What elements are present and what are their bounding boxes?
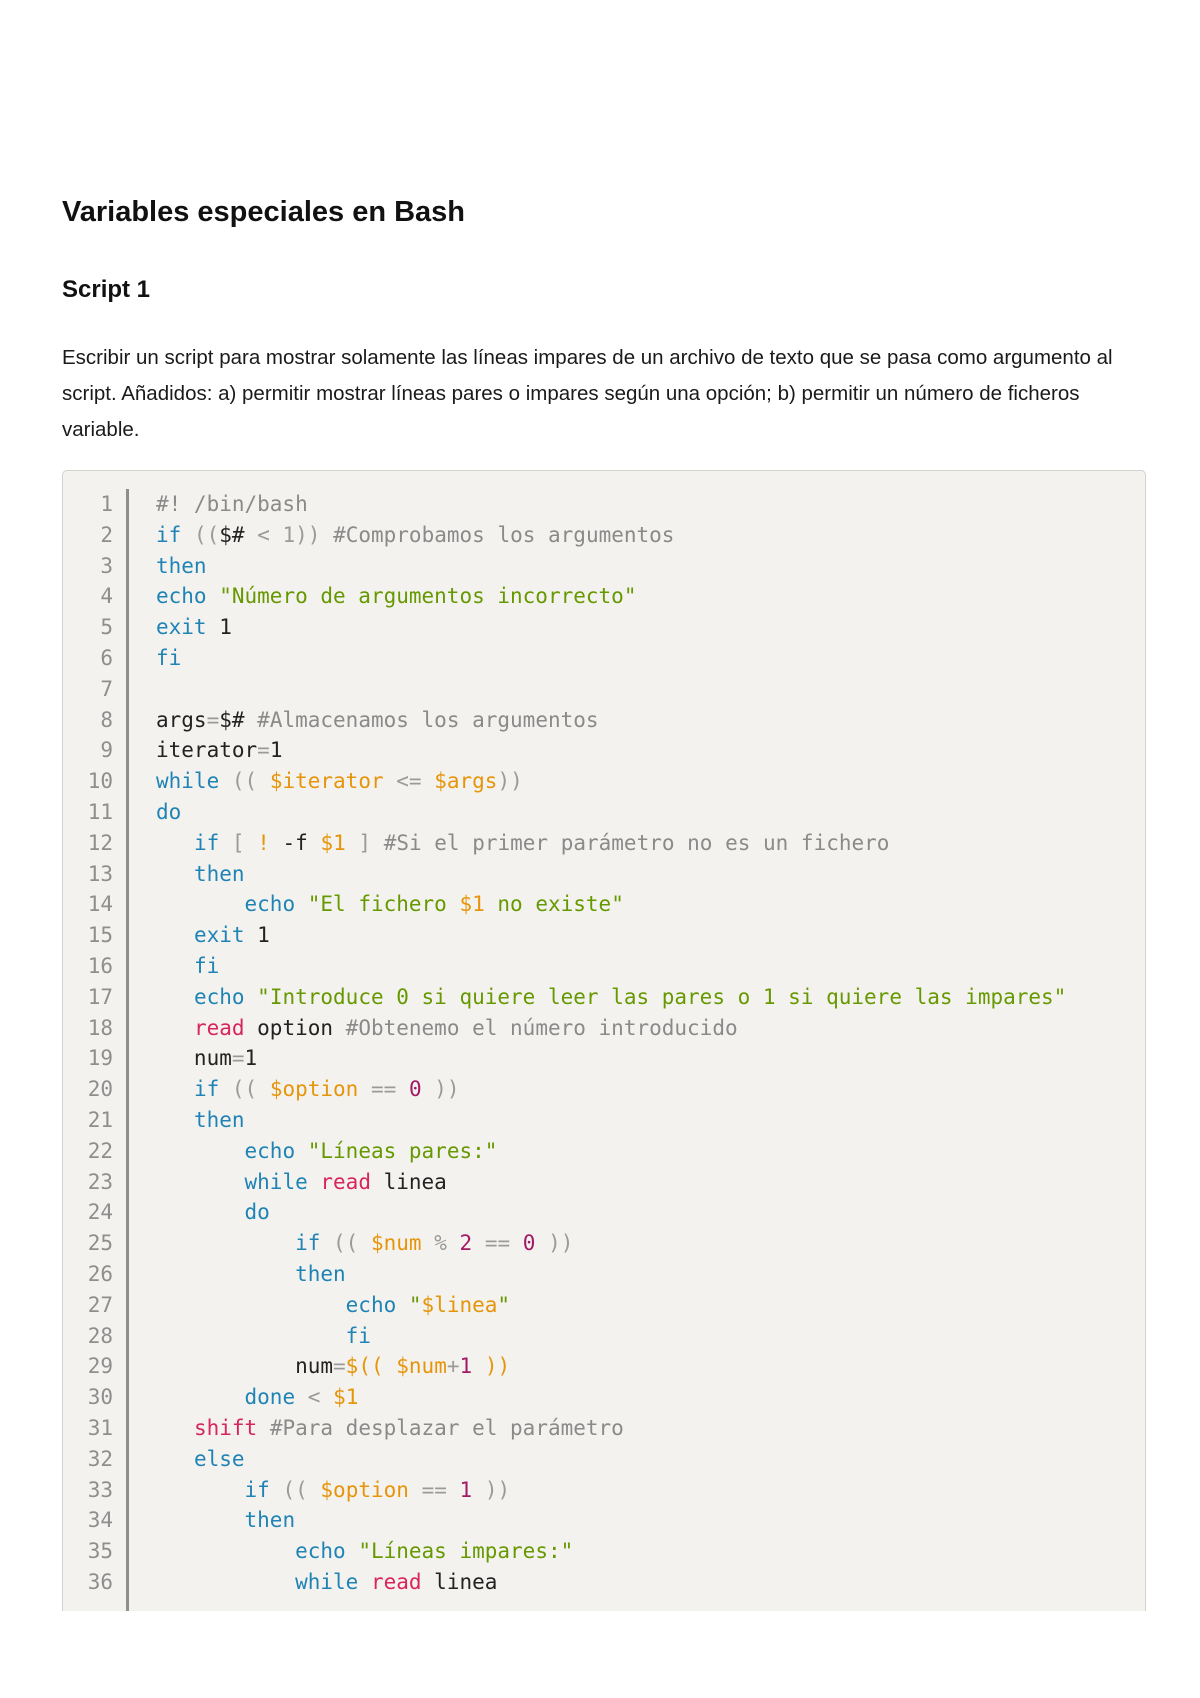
code-line: [63, 1043, 1145, 1074]
code-token: $#: [219, 522, 245, 547]
code-line: [63, 1228, 1145, 1259]
code-line: [63, 1321, 1145, 1352]
line-number: 1: [100, 492, 113, 516]
code-token: 0: [408, 1077, 422, 1102]
code-token: =: [206, 707, 220, 732]
code-line: [63, 828, 1145, 859]
code-token: #! /bin/bash: [156, 492, 308, 516]
code-token: shift: [193, 1415, 258, 1440]
code-token: args: [156, 707, 207, 732]
code-token: [207, 584, 220, 608]
code-token: [156, 1170, 245, 1194]
code-token: [257, 1416, 270, 1440]
code-token: echo: [193, 984, 245, 1009]
code-token: ]: [358, 830, 372, 855]
code-token: [295, 1385, 308, 1409]
code-token: ((: [231, 1077, 270, 1102]
code-token: [245, 985, 258, 1009]
code-line: [63, 551, 1145, 582]
code-token: [422, 1231, 435, 1255]
code-token: =: [257, 738, 270, 763]
code-token: #Comprobamos los argumentos: [333, 522, 675, 547]
code-token: fi: [345, 1323, 371, 1348]
code-token: $#: [219, 707, 258, 732]
line-number: 34: [87, 1508, 113, 1533]
code-token: "El fichero: [307, 892, 460, 917]
code-token: #Para desplazar el parámetro: [269, 1415, 624, 1440]
code-token: "Líneas pares:": [307, 1138, 498, 1163]
code-text: [156, 1505, 295, 1536]
code-text: [156, 735, 282, 766]
code-token: )): [484, 1354, 511, 1379]
line-number: 9: [100, 738, 113, 763]
code-token: [245, 831, 258, 855]
code-token: $1: [333, 1385, 359, 1410]
code-token: num: [156, 1354, 334, 1379]
code-token: -f: [269, 830, 321, 855]
code-line: [63, 797, 1145, 828]
code-token: $1: [320, 830, 346, 855]
code-text: [156, 982, 1066, 1013]
line-number: 27: [87, 1292, 113, 1317]
code-token: no existe": [484, 892, 624, 917]
code-line: [63, 982, 1145, 1013]
code-line: [63, 581, 1145, 612]
code-line: [63, 735, 1145, 766]
code-token: "Número de argumentos incorrecto": [219, 584, 637, 609]
code-line: [63, 1259, 1145, 1290]
code-token: echo: [156, 584, 207, 609]
code-token: ==: [421, 1477, 447, 1502]
code-token: [320, 1231, 333, 1255]
code-token: 1: [459, 1477, 473, 1502]
code-token: [156, 862, 194, 886]
code-token: [156, 1016, 194, 1040]
code-token: read: [370, 1569, 422, 1594]
code-token: fi: [156, 645, 182, 670]
page-title: Variables especiales en Bash: [62, 196, 466, 228]
code-token: <: [307, 1385, 321, 1410]
code-text: [156, 1444, 245, 1475]
code-line: [63, 1444, 1145, 1475]
code-token: )): [497, 769, 523, 794]
code-token: do: [244, 1200, 270, 1225]
code-token: [156, 923, 194, 947]
line-number: 6: [100, 645, 113, 670]
code-token: [358, 1077, 371, 1101]
code-text: [156, 1351, 510, 1382]
code-text: [156, 920, 270, 951]
code-line: [63, 1567, 1145, 1598]
code-text: [156, 1167, 447, 1198]
line-number: 18: [87, 1015, 113, 1040]
code-token: [156, 985, 194, 1009]
line-number: 26: [87, 1261, 113, 1286]
code-token: [320, 523, 333, 547]
code-token: ==: [371, 1077, 397, 1102]
code-line: [63, 1136, 1145, 1167]
line-number: 12: [87, 830, 113, 855]
code-line: [63, 1105, 1145, 1136]
code-text: [156, 520, 674, 551]
code-line: [63, 520, 1145, 551]
code-token: "Introduce 0 si quiere leer las pares o 1 si quiere las impares": [257, 984, 1067, 1009]
code-line: [63, 1013, 1145, 1044]
code-token: [156, 1293, 346, 1317]
line-number: 31: [87, 1415, 113, 1440]
line-number: 30: [87, 1385, 113, 1410]
code-token: ": [408, 1292, 422, 1317]
code-token: [320, 1385, 333, 1409]
code-token: #Almacenamos los argumentos: [257, 707, 599, 732]
code-token: "Líneas impares:": [358, 1539, 574, 1564]
code-token: then: [193, 861, 245, 886]
code-token: [219, 769, 232, 793]
code-token: ((: [282, 1477, 321, 1502]
code-token: [: [231, 830, 245, 855]
code-text: [156, 489, 308, 520]
code-token: 1: [244, 1046, 258, 1071]
line-number: 36: [87, 1569, 113, 1594]
line-number: 21: [87, 1107, 113, 1132]
code-line: [63, 1290, 1145, 1321]
code-line: [63, 951, 1145, 982]
code-text: [156, 1413, 624, 1444]
code-token: ((: [193, 522, 220, 547]
code-token: linea: [421, 1569, 498, 1594]
code-token: [270, 1478, 283, 1502]
code-token: [156, 1108, 194, 1132]
code-text: [156, 581, 636, 612]
line-number: 14: [87, 892, 113, 917]
code-token: while: [244, 1169, 308, 1194]
code-token: [422, 1077, 435, 1101]
code-token: [396, 1293, 409, 1317]
code-token: [156, 1447, 194, 1471]
code-text: [156, 643, 181, 674]
code-token: [156, 954, 194, 978]
code-token: then: [244, 1508, 296, 1533]
code-token: [156, 1385, 245, 1409]
code-text: [156, 1136, 497, 1167]
code-token: echo: [244, 892, 296, 917]
code-token: exit: [193, 923, 245, 948]
code-token: $option: [269, 1077, 359, 1102]
line-number: 4: [100, 584, 113, 609]
code-token: echo: [345, 1292, 397, 1317]
code-line: [63, 1351, 1145, 1382]
line-number: 29: [87, 1354, 113, 1379]
line-number: 10: [87, 769, 113, 794]
code-text: [156, 1536, 573, 1567]
code-token: echo: [295, 1539, 346, 1564]
code-text: [156, 1475, 510, 1506]
code-token: 1)): [282, 522, 321, 547]
code-token: [156, 1508, 245, 1532]
code-token: [409, 1478, 422, 1502]
code-token: )): [484, 1477, 511, 1502]
code-token: $num: [370, 1231, 422, 1256]
line-number: 24: [87, 1200, 113, 1225]
code-token: $1: [459, 892, 485, 917]
code-token: if: [244, 1477, 270, 1502]
code-line: [63, 1197, 1145, 1228]
code-line: [63, 766, 1145, 797]
code-token: [447, 1231, 460, 1255]
code-token: =: [231, 1046, 245, 1071]
code-text: [156, 1382, 358, 1413]
code-token: ((: [231, 769, 270, 794]
code-token: [156, 1570, 295, 1594]
code-token: [510, 1231, 523, 1255]
code-token: done: [244, 1385, 296, 1410]
code-line: [63, 1074, 1145, 1105]
code-token: =: [333, 1354, 346, 1379]
code-token: if: [193, 1077, 220, 1102]
code-token: +: [446, 1354, 460, 1379]
code-token: $num: [396, 1354, 447, 1379]
code-token: [156, 1139, 245, 1163]
line-number: 15: [87, 923, 113, 948]
code-token: [156, 1200, 245, 1224]
code-token: [535, 1231, 548, 1255]
code-token: [384, 769, 397, 793]
code-text: [156, 859, 245, 890]
code-token: [219, 1077, 232, 1101]
line-number: 25: [87, 1231, 113, 1256]
line-number: 7: [100, 676, 113, 701]
code-token: exit: [156, 615, 207, 640]
code-token: [422, 769, 435, 793]
code-line: [63, 674, 1145, 705]
code-token: [156, 1416, 194, 1440]
code-line: [63, 705, 1145, 736]
code-token: 0: [522, 1231, 536, 1256]
code-token: <: [244, 522, 283, 547]
code-token: [156, 1478, 245, 1502]
code-token: [447, 1478, 460, 1502]
code-token: )): [434, 1077, 460, 1102]
code-token: then: [156, 553, 207, 578]
code-line: [63, 489, 1145, 520]
code-text: [156, 1074, 460, 1105]
code-token: <=: [396, 769, 422, 794]
code-token: $args: [434, 769, 498, 794]
code-token: [156, 892, 245, 916]
code-token: [358, 1570, 371, 1594]
code-token: $linea: [421, 1292, 498, 1317]
code-token: while: [295, 1569, 359, 1594]
code-token: [295, 892, 308, 916]
section-title: Script 1: [62, 276, 151, 303]
code-text: [156, 1105, 245, 1136]
code-token: ((: [333, 1231, 371, 1256]
code-token: [156, 831, 194, 855]
code-token: do: [156, 799, 182, 824]
code-block: [62, 470, 1146, 1611]
code-line: [63, 889, 1145, 920]
line-number: 5: [100, 615, 113, 640]
line-number: 28: [87, 1323, 113, 1348]
code-token: [384, 1354, 397, 1378]
code-token: ": [497, 1292, 511, 1317]
code-token: while: [156, 769, 220, 794]
code-line: [63, 1167, 1145, 1198]
code-line: [63, 859, 1145, 890]
code-token: ==: [484, 1231, 511, 1256]
code-line: [63, 1413, 1145, 1444]
code-line: [63, 612, 1145, 643]
code-token: )): [548, 1231, 574, 1256]
code-line: [63, 920, 1145, 951]
line-number: 33: [87, 1477, 113, 1502]
code-token: [156, 1539, 295, 1563]
code-token: 1: [206, 615, 232, 640]
line-number: 11: [87, 799, 113, 824]
code-token: else: [193, 1446, 245, 1471]
line-number: 8: [100, 707, 113, 732]
code-text: [156, 1321, 371, 1352]
line-number: 2: [100, 522, 113, 547]
code-token: [156, 1077, 194, 1101]
code-token: [371, 831, 384, 855]
code-text: [156, 612, 232, 643]
code-text: [156, 797, 181, 828]
code-text: [156, 705, 599, 736]
code-text: [156, 1567, 497, 1598]
code-token: [472, 1354, 485, 1378]
code-token: then: [193, 1107, 245, 1132]
code-token: [472, 1478, 485, 1502]
code-token: [156, 1231, 295, 1255]
code-text: [156, 766, 523, 797]
code-token: [396, 1077, 409, 1101]
code-token: read: [193, 1015, 245, 1040]
code-text: [156, 1259, 346, 1290]
code-token: if: [156, 522, 182, 547]
code-token: #Si el primer parámetro no es un fichero: [383, 830, 890, 855]
code-token: %: [434, 1231, 447, 1256]
code-token: [346, 1539, 359, 1563]
code-token: #Obtenemo el número introducido: [345, 1015, 738, 1040]
code-token: 2: [459, 1231, 473, 1256]
code-text: [156, 1043, 257, 1074]
code-token: if: [295, 1231, 321, 1256]
line-number: 3: [100, 553, 113, 578]
line-number: 13: [87, 861, 113, 886]
description-paragraph: Escribir un script para mostrar solamente las líneas impares de un archivo de texto que se pasa como argumento al script. Añadidos: a) permitir mostrar líneas pares o impares según una opción; b) permitir un número de ficheros variable.: [62, 346, 1113, 441]
code-token: option: [244, 1015, 346, 1040]
code-lines: [63, 489, 1145, 1598]
code-text: [156, 1290, 510, 1321]
code-token: read: [320, 1169, 371, 1194]
code-token: $option: [320, 1477, 409, 1502]
code-token: echo: [244, 1138, 296, 1163]
code-token: $((: [345, 1354, 384, 1379]
code-text: [156, 951, 219, 982]
code-text: [156, 828, 889, 859]
line-number: 32: [87, 1446, 113, 1471]
code-text: [156, 889, 624, 920]
code-token: then: [295, 1261, 346, 1286]
line-number: 35: [87, 1539, 113, 1564]
code-token: [181, 523, 194, 547]
code-line: [63, 1475, 1145, 1506]
code-text: [156, 1013, 738, 1044]
code-line: [63, 1505, 1145, 1536]
code-token: 1: [244, 923, 270, 948]
code-text: [156, 551, 207, 582]
code-text: [156, 1197, 270, 1228]
code-text: [156, 1228, 573, 1259]
code-line: [63, 1536, 1145, 1567]
code-token: iterator: [156, 738, 258, 763]
code-token: [219, 831, 232, 855]
code-token: if: [193, 830, 220, 855]
code-line: [63, 643, 1145, 674]
code-line: [63, 1382, 1145, 1413]
line-number: 23: [87, 1169, 113, 1194]
code-token: fi: [193, 953, 220, 978]
line-number: 16: [87, 953, 113, 978]
line-number: 22: [87, 1138, 113, 1163]
code-token: [156, 1324, 346, 1348]
code-token: [295, 1139, 308, 1163]
code-token: [472, 1231, 485, 1255]
code-token: $iterator: [269, 769, 384, 794]
code-token: !: [257, 830, 270, 855]
code-token: num: [156, 1046, 232, 1071]
code-token: [308, 1170, 321, 1194]
line-number: 20: [87, 1077, 113, 1102]
code-token: 1: [459, 1354, 473, 1379]
code-token: 1: [269, 738, 283, 763]
line-number: 19: [87, 1046, 113, 1071]
line-number: 17: [87, 984, 113, 1009]
code-token: linea: [370, 1169, 447, 1194]
code-token: [346, 831, 359, 855]
code-token: [156, 1262, 295, 1286]
